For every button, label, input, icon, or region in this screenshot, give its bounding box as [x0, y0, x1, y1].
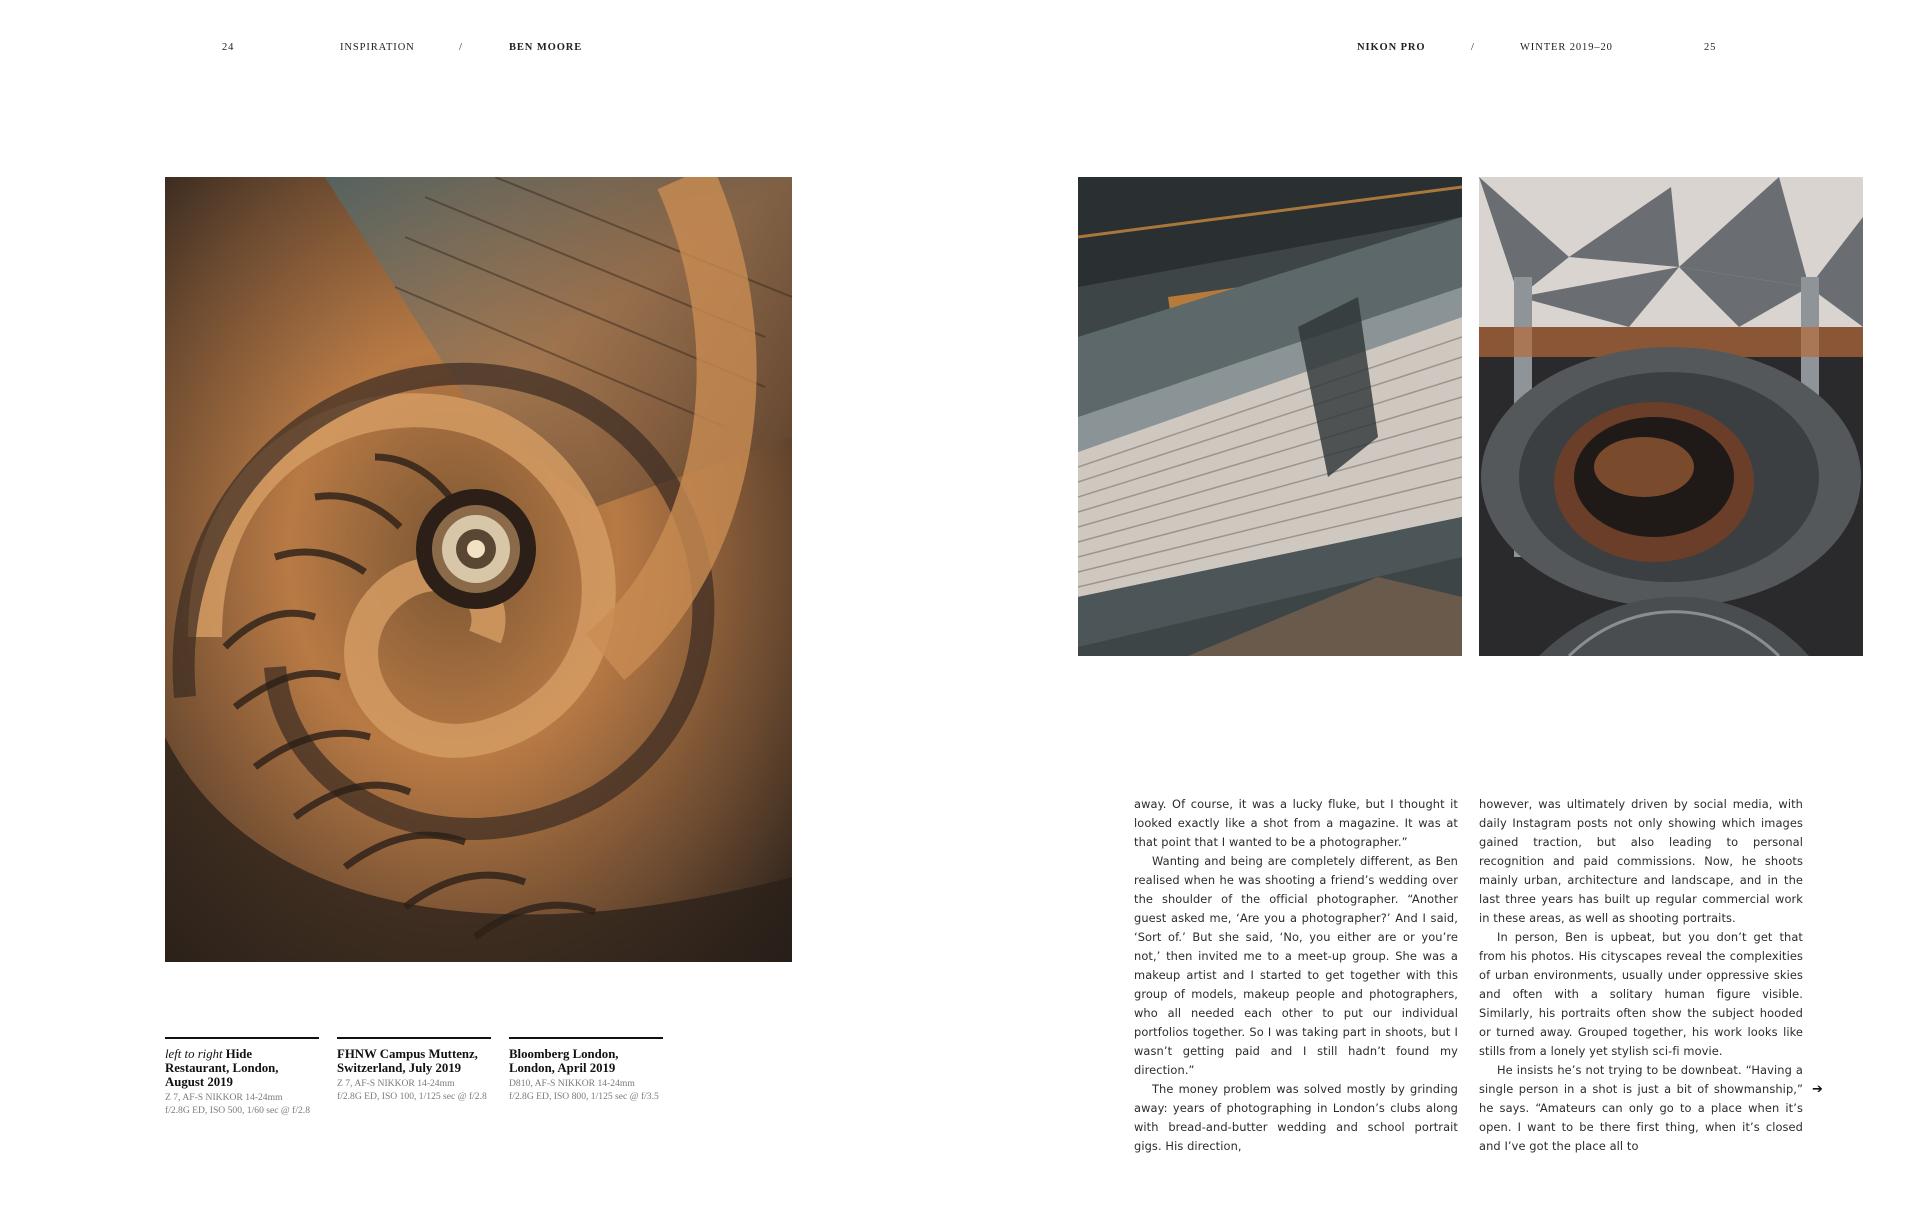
- caption-spec-line2: f/2.8G ED, ISO 100, 1/125 sec @ f/2.8: [337, 1091, 487, 1102]
- caption-prefix: left to right: [165, 1047, 223, 1061]
- caption-title: [165, 1047, 319, 1089]
- left-header-separator: /: [459, 42, 463, 53]
- caption-spec-line1: Z 7, AF-S NIKKOR 14-24mm: [337, 1078, 455, 1089]
- right-header-separator: /: [1471, 42, 1475, 53]
- body-paragraph: away. Of course, it was a lucky fluke, but I thought it looked exactly like a shot from a magazine. It was at that point that I wanted to be a photographer.”: [1134, 797, 1458, 849]
- left-author-label: BEN MOORE: [509, 42, 583, 53]
- caption-spec-line2: f/2.8G ED, ISO 500, 1/60 sec @ f/2.8: [165, 1105, 310, 1116]
- body-paragraph: Wanting and being are completely different, as Ben realised when he was shooting a friend’s wedding over the shoulder of the official photographer. “Another guest asked me, ‘Are you a photographer?’ And I said, ‘Sort of.’ But she said, ‘No, you either are or you’re not,’ then invited me to a meet-up group. She was a makeup artist and I started to get together with this group of models, makeup people and photographers, who all needed each other to put our individual portfolios together. So I was taking part in shoots, but I wasn’t getting paid and I still hadn’t found my direction.”: [1134, 854, 1458, 1077]
- campus-stairs-photo: [1078, 177, 1462, 656]
- caption-spec-line1: D810, AF-S NIKKOR 14-24mm: [509, 1078, 635, 1089]
- right-page-number: 25: [1704, 42, 1717, 53]
- caption-spec: [337, 1077, 491, 1103]
- body-paragraph: He insists he’s not trying to be downbeat. “Having a single person in a shot is just a bit of showmanship,” he says. “Amateurs can only go to a place when it’s open. I want to be there first thing, when it’s closed and I’ve got the place all to: [1479, 1063, 1803, 1153]
- caption-rule: [337, 1037, 491, 1039]
- caption-spec: [509, 1077, 663, 1103]
- body-paragraph: however, was ultimately driven by social media, with daily Instagram posts not only showing which images gained traction, but also leading to personal recognition and paid commissions. Now, he shoots mainly urban, architecture and landscape, and in the last three years has built up regular commercial work in these areas, as well as shooting portraits.: [1479, 797, 1803, 925]
- caption-spec-line1: Z 7, AF-S NIKKOR 14-24mm: [165, 1092, 283, 1103]
- caption-hide-restaurant: [165, 1037, 319, 1117]
- caption-spec-line2: f/2.8G ED, ISO 800, 1/125 sec @ f/3.5: [509, 1091, 659, 1102]
- right-magazine-label: NIKON PRO: [1357, 42, 1426, 53]
- body-paragraph: In person, Ben is upbeat, but you don’t get that from his photos. His cityscapes reveal the complexities of urban environments, usually under oppressive skies and often with a solitary human figure visible. Similarly, his portraits often show the subject hooded or turned away. Grouped together, his work looks like stills from a lonely yet stylish sci-fi movie.: [1479, 930, 1803, 1058]
- left-section-label: INSPIRATION: [340, 42, 415, 53]
- caption-fhnw-campus: [337, 1037, 491, 1103]
- continue-arrow-icon: ➔: [1812, 1082, 1823, 1097]
- right-issue-label: WINTER 2019–20: [1520, 42, 1613, 53]
- body-column-2: [1479, 795, 1803, 1156]
- caption-spec: [165, 1091, 319, 1117]
- caption-title: Bloomberg London, London, April 2019: [509, 1047, 619, 1075]
- caption-title-text: Hide Restaurant, London, August 2019: [165, 1047, 279, 1089]
- body-column-1: [1134, 795, 1458, 1156]
- spiral-staircase-photo: [165, 177, 792, 962]
- caption-title: FHNW Campus Muttenz, Switzerland, July 2019: [337, 1047, 478, 1075]
- body-paragraph: The money problem was solved mostly by grinding away: years of photographing in London’s clubs along with bread-and-butter wedding and school portrait gigs. His direction,: [1134, 1082, 1458, 1153]
- caption-rule: [509, 1037, 663, 1039]
- left-page-number: 24: [222, 42, 235, 53]
- bloomberg-ramp-photo: [1479, 177, 1863, 656]
- caption-bloomberg-london: [509, 1037, 663, 1103]
- caption-rule: [165, 1037, 319, 1039]
